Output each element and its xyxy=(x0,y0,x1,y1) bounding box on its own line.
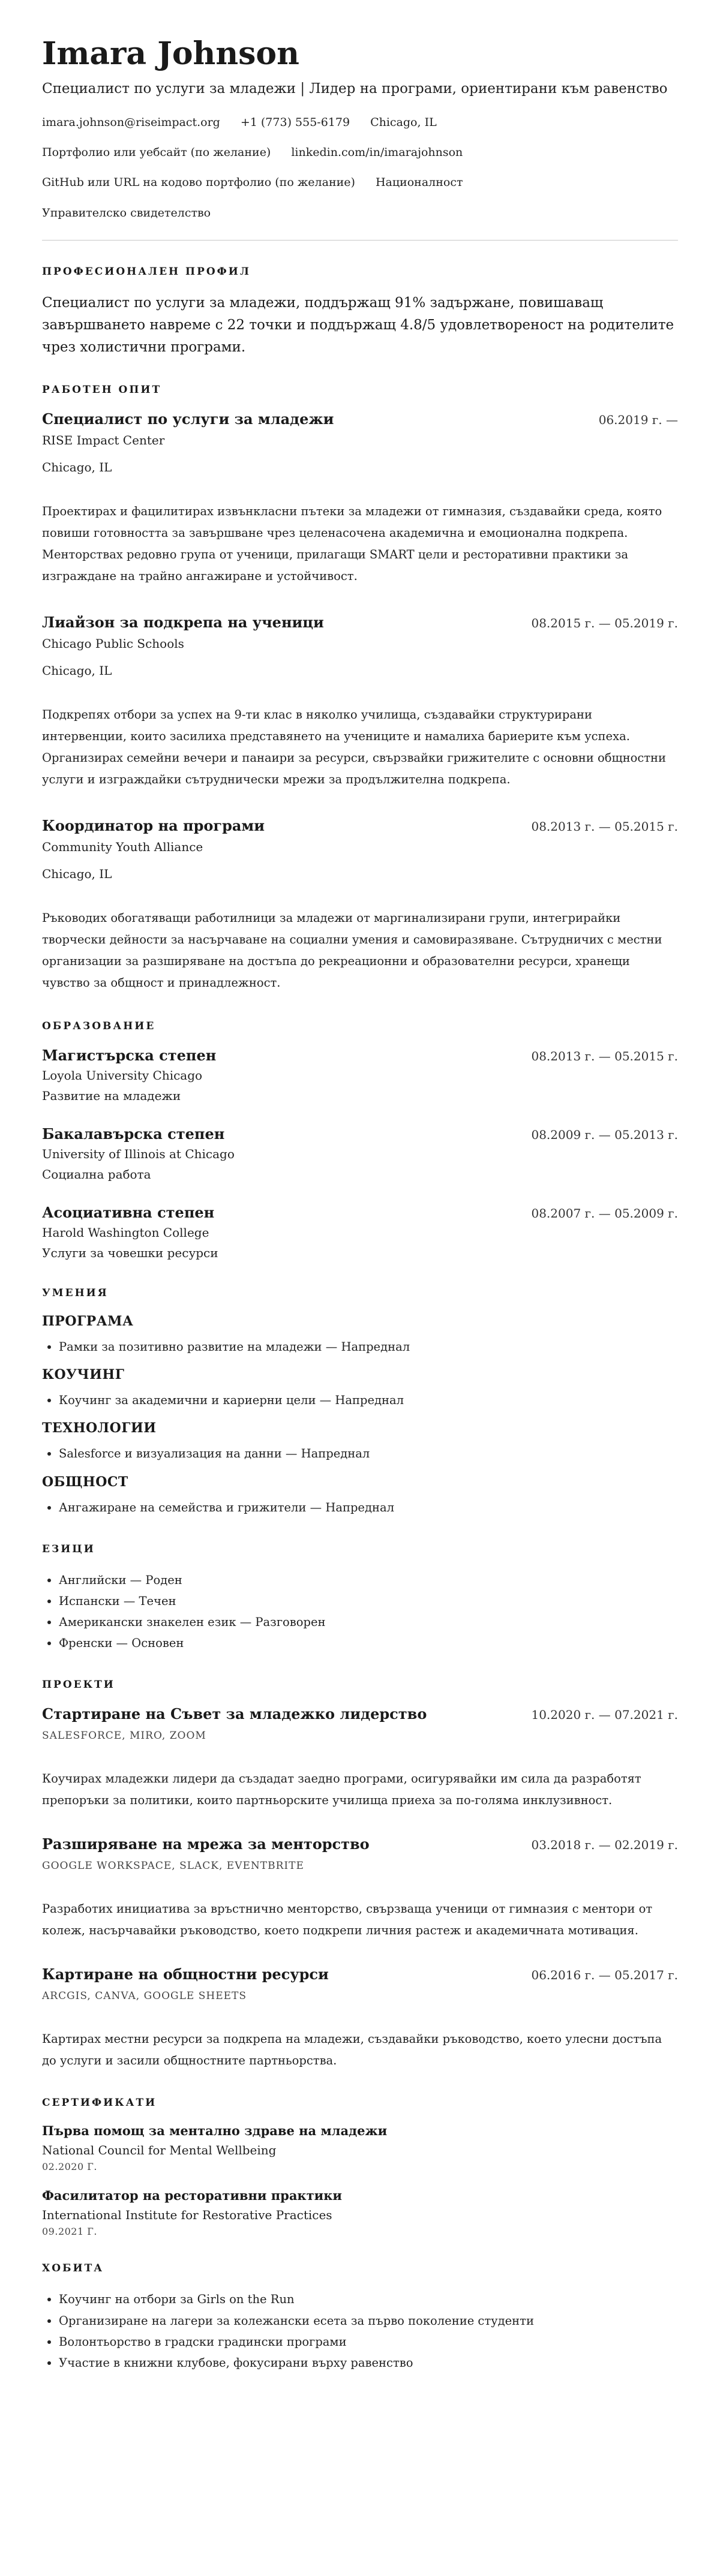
skills-title: УМЕНИЯ xyxy=(42,1287,109,1300)
job-title: Лиайзон за подкрепа на ученици xyxy=(42,613,324,631)
job-date: 06.2019 г. — xyxy=(598,412,678,427)
contact-location: Chicago, IL xyxy=(370,115,437,129)
contact-row-links xyxy=(42,143,678,161)
skill-item: • Salesforce и визуализация на данни — Напреднал xyxy=(59,1443,678,1464)
hobbies-list xyxy=(42,2289,678,2373)
candidate-name: Imara Johnson xyxy=(42,35,299,72)
work-entry xyxy=(42,817,678,994)
contact-row-extra xyxy=(42,173,678,191)
certification-title: Първа помощ за ментално здраве на младежи xyxy=(42,2123,388,2139)
project-entry xyxy=(42,1965,678,2072)
education-title: ОБРАЗОВАНИЕ xyxy=(42,1020,156,1033)
degree-date: 08.2007 г. — 05.2009 г. xyxy=(531,1206,678,1221)
skill-category: ОБЩНОСТ xyxy=(42,1474,128,1490)
project-date: 10.2020 г. — 07.2021 г. xyxy=(531,1708,678,1723)
job-title: Специалист по услуги за младежи xyxy=(42,410,334,428)
project-tech: SALESFORCE, MIRO, ZOOM xyxy=(42,1730,206,1742)
project-date: 06.2016 г. — 05.2017 г. xyxy=(531,1968,678,1983)
candidate-headline: Специалист по услуги за младежи | Лидер на програми, ориентирани към равенство xyxy=(42,80,668,97)
degree-title: Магистърска степен xyxy=(42,1047,217,1065)
hobby-item: • Коучинг на отбори за Girls on the Run xyxy=(59,2289,678,2310)
school-name: Harold Washington College xyxy=(42,1225,209,1240)
degree-date: 08.2009 г. — 05.2013 г. xyxy=(531,1128,678,1143)
contact-row-license xyxy=(42,204,678,222)
language-item: • Испански — Течен xyxy=(59,1591,678,1612)
certification-title: Фасилитатор на ресторативни практики xyxy=(42,2188,342,2204)
hobbies-section xyxy=(42,2262,678,2373)
project-description: Коучирах младежки лидери да създадат заедно програми, осигурявайки им сила да разработят препоръки за политики, които партньорските училища приеха за по-голяма инклузивност. xyxy=(42,1772,641,1808)
contact-phone[interactable]: +1 (773) 555-6179 xyxy=(240,115,350,129)
education-entry xyxy=(42,1047,678,1105)
work-entry xyxy=(42,614,678,790)
skills-section xyxy=(42,1287,678,1517)
job-location: Chicago, IL xyxy=(42,663,112,678)
resume-header xyxy=(42,36,678,241)
hobbies-title: ХОБИТА xyxy=(42,2262,104,2275)
contact-license: Управителско свидетелство xyxy=(42,206,211,220)
certification-entry xyxy=(42,2123,678,2172)
field-of-study: Услуги за човешки ресурси xyxy=(42,1246,218,1261)
skill-item: • Коучинг за академични и кариерни цели — Напреднал xyxy=(59,1390,678,1411)
school-name: University of Illinois at Chicago xyxy=(42,1147,235,1162)
languages-list xyxy=(42,1570,678,1654)
project-title: Разширяване на мрежа за менторство xyxy=(42,1835,370,1853)
work-section xyxy=(42,384,678,994)
job-description: Проектирах и фацилитирах извънкласни пътеки за младежи от гимназия, създавайки среда, която повиши готовността за завършване чрез целенасочена академична и емоционална подкрепа. Менторствах редовно група от ученици, прилагащи SMART цели и ресторативни практики за изграждане на трайно ангажиране и устойчивост. xyxy=(42,504,662,583)
languages-title: ЕЗИЦИ xyxy=(42,1543,95,1555)
language-item: • Френски — Основен xyxy=(59,1633,678,1654)
project-tech: GOOGLE WORKSPACE, SLACK, EVENTBRITE xyxy=(42,1860,304,1872)
language-item: • Американски знакелен език — Разговорен xyxy=(59,1612,678,1633)
skill-item: • Рамки за позитивно развитие на младежи — Напреднал xyxy=(59,1336,678,1357)
degree-title: Бакалавърска степен xyxy=(42,1125,225,1143)
job-location: Chicago, IL xyxy=(42,867,112,882)
certifications-title: СЕРТИФИКАТИ xyxy=(42,2097,157,2109)
job-organization: Community Youth Alliance xyxy=(42,840,203,855)
certification-issuer: International Institute for Restorative Practices xyxy=(42,2208,332,2223)
contact-portfolio[interactable]: Портфолио или уебсайт (по желание) xyxy=(42,145,271,159)
job-date: 08.2013 г. — 05.2015 г. xyxy=(531,819,678,834)
degree-title: Асоциативна степен xyxy=(42,1204,215,1222)
contact-github[interactable]: GitHub или URL на кодово портфолио (по желание) xyxy=(42,176,355,190)
job-description: Ръководих обогатяващи работилници за младежи от маргинализирани групи, интегрирайки творчески дейности за насърчаване на социални умения и самовиразяване. Сътрудничих с местни организации за разширяване на достъпа до рекреационни и образователни ресурси, хранещи чувство за общност и принадлежност. xyxy=(42,911,662,990)
project-title: Стартиране на Съвет за младежко лидерство xyxy=(42,1705,427,1723)
certification-issuer: National Council for Mental Wellbeing xyxy=(42,2143,277,2158)
project-date: 03.2018 г. — 02.2019 г. xyxy=(531,1838,678,1853)
profile-title: ПРОФЕСИОНАЛЕН ПРОФИЛ xyxy=(42,266,251,278)
job-location: Chicago, IL xyxy=(42,459,112,474)
contact-info xyxy=(42,113,678,223)
job-title: Координатор на програми xyxy=(42,817,265,835)
project-description: Разработих инициатива за връстнично менторство, свързваща ученици от гимназия с ментори от колеж, насърчавайки ръководство, което подкрепи личния растеж и академичната мотивация. xyxy=(42,1902,653,1938)
projects-title: ПРОЕКТИ xyxy=(42,1679,115,1691)
contact-email[interactable]: imara.johnson@riseimpact.org xyxy=(42,115,220,129)
certification-date: 02.2020 Г. xyxy=(42,2161,97,2173)
job-organization: RISE Impact Center xyxy=(42,432,165,447)
project-description: Картирах местни ресурси за подкрепа на младежи, създавайки ръководство, което улесни достъпа до услуги и засили общностните партньорства. xyxy=(42,2032,662,2068)
work-title: РАБОТЕН ОПИТ xyxy=(42,383,162,396)
education-entry xyxy=(42,1204,678,1262)
school-name: Loyola University Chicago xyxy=(42,1068,203,1083)
languages-section xyxy=(42,1543,678,1654)
job-organization: Chicago Public Schools xyxy=(42,636,184,651)
field-of-study: Развитие на младежи xyxy=(42,1089,181,1104)
certifications-section xyxy=(42,2097,678,2237)
work-entry xyxy=(42,410,678,587)
language-item: • Английски — Роден xyxy=(59,1570,678,1591)
skill-group xyxy=(42,1420,678,1464)
hobby-item: • Волонтьорство в градски градински програми xyxy=(59,2331,678,2352)
certification-date: 09.2021 Г. xyxy=(42,2226,97,2238)
hobby-item: • Организиране на лагери за колежански есета за първо поколение студенти xyxy=(59,2310,678,2331)
profile-text: Специалист по услуги за младежи, поддържащ 91% задържане, повишаващ завършването навреме с 22 точки и поддържащ 4.8/5 удовлетвореност на родителите чрез холистични програми. xyxy=(42,295,674,355)
education-entry xyxy=(42,1125,678,1183)
job-date: 08.2015 г. — 05.2019 г. xyxy=(531,615,678,630)
education-section xyxy=(42,1020,678,1262)
project-title: Картиране на общностни ресурси xyxy=(42,1965,329,1983)
field-of-study: Социална работа xyxy=(42,1167,151,1182)
contact-row-primary xyxy=(42,113,678,131)
skill-group xyxy=(42,1474,678,1518)
header-divider xyxy=(42,240,678,241)
project-entry xyxy=(42,1835,678,1941)
skill-category: ТЕХНОЛОГИИ xyxy=(42,1420,157,1436)
project-tech: ARCGIS, CANVA, GOOGLE SHEETS xyxy=(42,1990,247,2003)
skill-item: • Ангажиране на семейства и грижители — Напреднал xyxy=(59,1497,678,1518)
contact-nationality: Националност xyxy=(375,176,463,190)
certification-entry xyxy=(42,2188,678,2237)
skill-group xyxy=(42,1367,678,1411)
project-entry xyxy=(42,1705,678,1811)
contact-linkedin[interactable]: linkedin.com/in/imarajohnson xyxy=(291,145,463,159)
degree-date: 08.2013 г. — 05.2015 г. xyxy=(531,1049,678,1064)
projects-section xyxy=(42,1679,678,2072)
skill-category: КОУЧИНГ xyxy=(42,1367,125,1383)
skill-category: ПРОГРАМА xyxy=(42,1313,134,1330)
profile-section xyxy=(42,266,678,358)
hobby-item: • Участие в книжни клубове, фокусирани върху равенство xyxy=(59,2352,678,2373)
skill-group xyxy=(42,1313,678,1357)
job-description: Подкрепях отбори за успех на 9-ти клас в няколко училища, създавайки структурирани интервенции, които засилиха представянето на учениците и намалиха бариерите към успеха. Организирах семейни вечери и панаири за ресурси, свързвайки грижителите с основни общностни услуги и изграждайки сътруднически мрежи за продължителна подкрепа. xyxy=(42,707,667,786)
